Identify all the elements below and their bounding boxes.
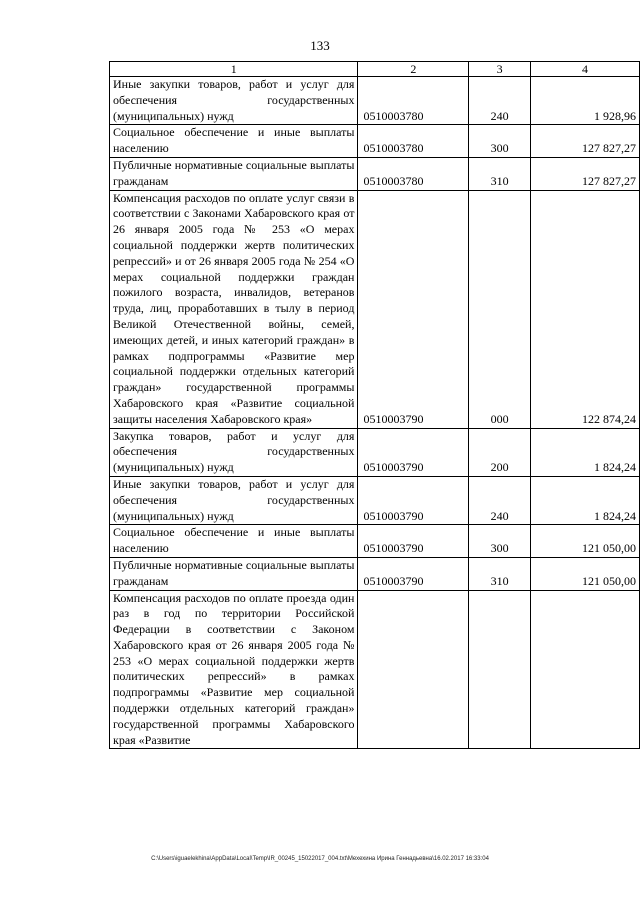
table-row [110, 590, 640, 749]
row-name: Публичные нормативные социальные выплаты гражданам [110, 157, 358, 190]
row-name: Иные закупки товаров, работ и услуг для обеспечения государственных (муниципальных) нужд [110, 476, 358, 524]
row-amount: 127 827,27 [531, 157, 640, 190]
row-type: 240 [469, 476, 531, 524]
row-code [358, 590, 469, 749]
row-name: Публичные нормативные социальные выплаты гражданам [110, 557, 358, 590]
row-name: Компенсация расходов по оплате проезда один раз в год по территории Российской Федерации в соответствии с Законом Хабаровского края от 26 января 2005 года № 253 «О мерах социальной поддержки жертв политических репрессий» в рамках подпрограммы «Развитие мер социальной поддержки отдельных категорий граждан» государственной программы Хабаровского края «Развитие [110, 590, 358, 749]
row-type: 000 [469, 190, 531, 428]
row-name: Компенсация расходов по оплате услуг связи в соответствии с Законами Хабаровского края от 26 января 2005 года № 253 «О мерах социальной поддержки жертв политических репрессий» и от 26 января 2005 года № 254 «О мерах социальной поддержки граждан пожилого возраста, инвалидов, ветеранов труда, лиц, проработавших в тылу в период Великой Отечественной войны, семей, имеющих детей, и иных категорий граждан» в рамках подпрограммы «Развитие мер социальной поддержки отдельных категорий граждан» государственной программы Хабаровского края «Развитие социальной защиты населения Хабаровского края» [110, 190, 358, 428]
table-row [110, 157, 640, 190]
row-type: 200 [469, 428, 531, 476]
row-code: 0510003780 [358, 157, 469, 190]
budget-table [109, 61, 640, 749]
table-row [110, 125, 640, 158]
row-amount: 1 928,96 [531, 77, 640, 125]
table-row [110, 525, 640, 558]
row-code: 0510003790 [358, 557, 469, 590]
row-code: 0510003790 [358, 525, 469, 558]
file-path-footer: C:\Users\iguaelekhina\AppData\Local\Temp\IR_00245_15022017_004.txt\Мехехина Ирина Геннадьевна\16.02.2017 16:33:04 [151, 856, 489, 862]
table-row [110, 476, 640, 524]
row-amount: 121 050,00 [531, 525, 640, 558]
row-name: Закупка товаров, работ и услуг для обеспечения государственных (муниципальных) нужд [110, 428, 358, 476]
row-amount: 121 050,00 [531, 557, 640, 590]
table-row [110, 190, 640, 428]
row-name: Социальное обеспечение и иные выплаты населению [110, 525, 358, 558]
table-header-row [110, 62, 640, 77]
row-amount: 122 874,24 [531, 190, 640, 428]
header-col-4: 4 [531, 62, 640, 77]
row-amount: 1 824,24 [531, 476, 640, 524]
table-row [110, 428, 640, 476]
row-type: 300 [469, 525, 531, 558]
row-code: 0510003790 [358, 428, 469, 476]
page-number: 133 [310, 38, 330, 53]
row-amount: 1 824,24 [531, 428, 640, 476]
row-type: 310 [469, 157, 531, 190]
row-code: 0510003780 [358, 77, 469, 125]
row-type: 310 [469, 557, 531, 590]
row-type [469, 590, 531, 749]
row-type: 240 [469, 77, 531, 125]
row-amount [531, 590, 640, 749]
table-row [110, 557, 640, 590]
table-row [110, 77, 640, 125]
header-col-2: 2 [358, 62, 469, 77]
row-name: Социальное обеспечение и иные выплаты населению [110, 125, 358, 158]
row-amount: 127 827,27 [531, 125, 640, 158]
header-col-3: 3 [469, 62, 531, 77]
header-col-1: 1 [110, 62, 358, 77]
row-name: Иные закупки товаров, работ и услуг для обеспечения государственных (муниципальных) нужд [110, 77, 358, 125]
row-code: 0510003790 [358, 476, 469, 524]
row-code: 0510003790 [358, 190, 469, 428]
row-code: 0510003780 [358, 125, 469, 158]
row-type: 300 [469, 125, 531, 158]
